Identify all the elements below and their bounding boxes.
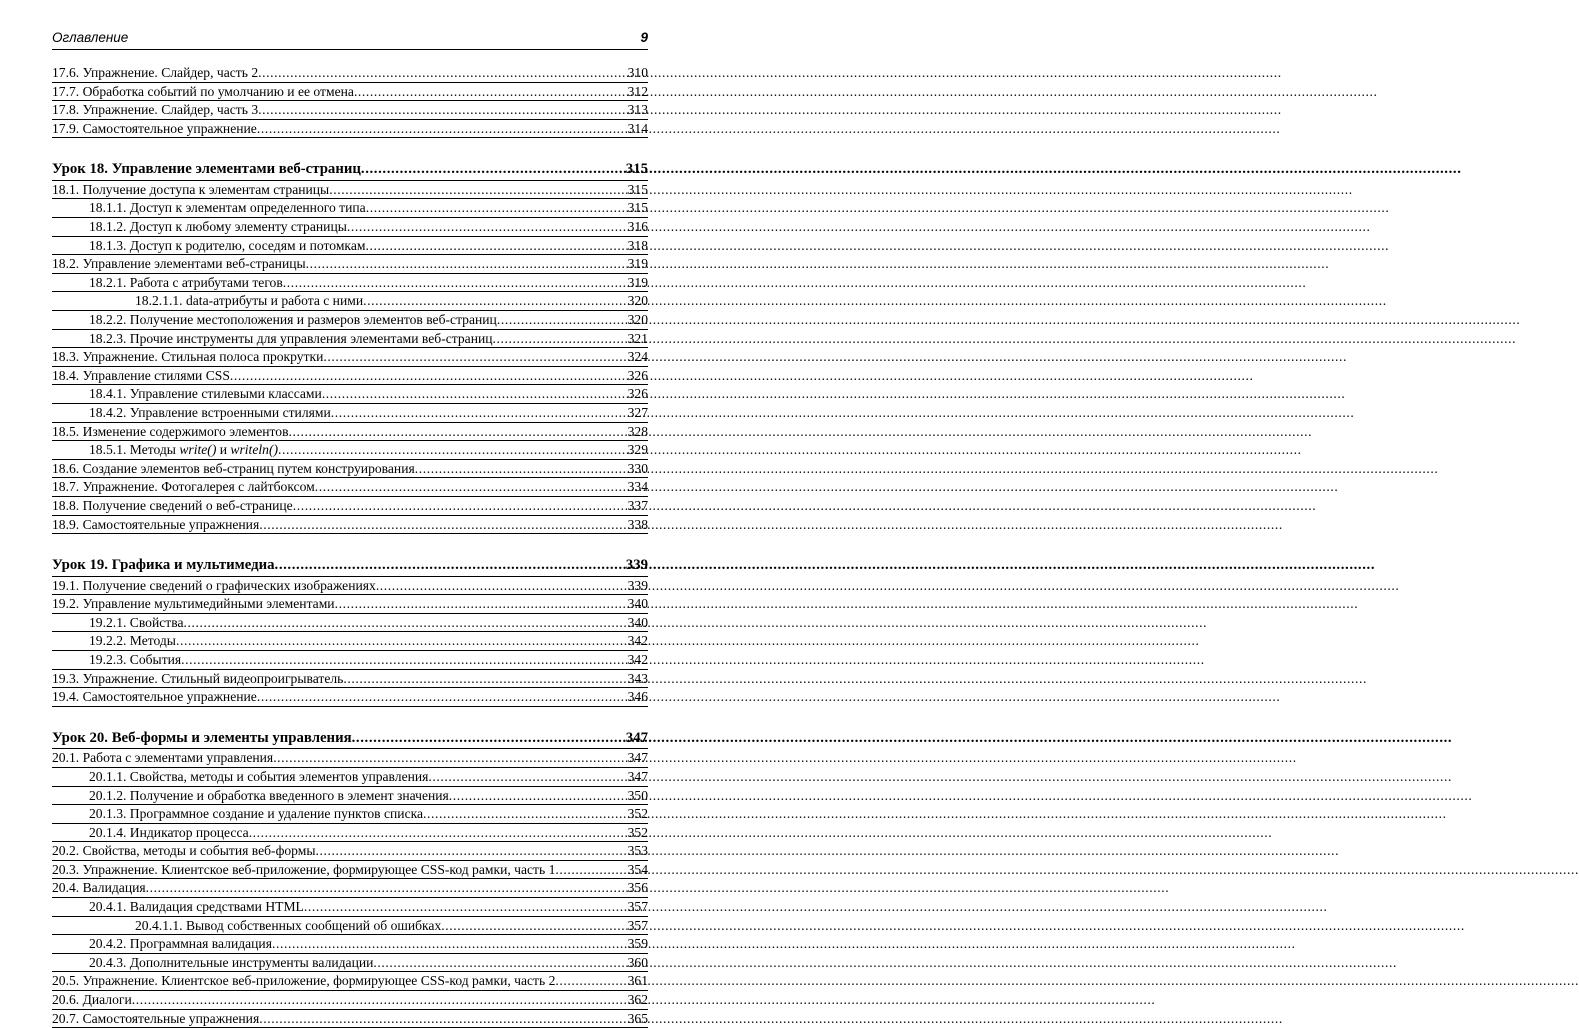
entry-page-number: 329 [627,442,648,458]
entry-title: 20.4.1. Валидация средствами HTML [89,899,304,915]
entry-title: 20.1.3. Программное создание и удаление пунктов списка [89,806,424,822]
toc-entry [52,181,648,200]
toc-entry [52,954,648,973]
toc-entry [52,101,648,120]
entry-title: 17.6. Упражнение. Слайдер, часть 2 [52,65,259,80]
entry-page-number: 327 [627,405,648,420]
entry-page-number: 360 [627,954,648,970]
entry-title: 18.8. Получение сведений о веб-странице [52,497,293,513]
toc-entry [52,330,648,349]
entry-page-number: 350 [627,787,648,803]
entry-title: 19.2.2. Методы [89,633,176,649]
entry-title: 18.4.1. Управление стилевыми классами [89,386,322,402]
entry-title: 19.4. Самостоятельное упражнение [52,689,257,705]
lesson-heading [52,159,648,181]
dot-leader [275,555,625,576]
entry-page-number: 337 [627,497,648,513]
entry-title: 20.4. Валидация [52,880,146,896]
entry-page-number: 320 [627,293,648,309]
entry-title: 18.9. Самостоятельные упражнения [52,516,260,532]
dot-leader [132,991,627,1009]
dot-leader [315,478,627,496]
toc-entry [52,577,648,596]
toc-entry [52,861,648,880]
entry-title: 18.1.1. Доступ к элементам определенного типа [89,200,366,216]
dot-leader [352,728,625,749]
toc-entry [52,218,648,237]
dot-leader [361,159,625,180]
entry-page-number: 339 [627,577,648,593]
toc-entry [52,749,648,768]
toc-entry [52,311,648,330]
dot-leader [316,842,627,860]
entry-title: 18.2.1. Работа с атрибутами тегов [89,274,283,290]
entry-title: 18.2.1.1. data-атрибуты и работа с ними [135,293,364,309]
toc-entry [52,274,648,293]
entry-page-number: 352 [627,824,648,840]
lesson-heading [52,728,648,750]
dot-leader [258,101,626,119]
dot-leader [329,181,626,199]
entry-page-number: 340 [627,614,648,630]
running-header [52,29,648,50]
entry-page-number: 320 [627,312,648,328]
entry-title-part: 18.5.1. Методы [89,442,180,458]
dot-leader [347,218,627,236]
entry-page-number: 346 [627,689,648,705]
entry-title: 17.8. Упражнение. Слайдер, часть 3 [52,102,259,118]
dot-leader [259,516,626,534]
entry-page-number: 342 [627,633,648,649]
entry-title: 18.4. Управление стилями CSS [52,367,230,383]
entry-title: 20.4.1.1. Вывод собственных сообщений об ошибках [135,917,442,933]
entry-page-number: 319 [627,274,648,290]
toc-entry [52,516,648,535]
entry-title: 20.1. Работа с элементами управления [52,750,274,766]
dot-leader [373,954,626,972]
entry-page-number: 359 [627,936,648,952]
toc-entry [52,824,648,843]
table-of-contents [52,64,648,1028]
lesson-heading [52,555,648,577]
entry-title: 20.6. Диалоги [52,992,132,1008]
toc-entry [52,842,648,861]
toc-entry [52,879,648,898]
lesson-title: Урок 20. Веб-формы и элементы управления [52,729,352,746]
entry-page-number: 319 [627,256,648,272]
entry-title-code: writeln() [230,442,278,458]
toc-entry [52,423,648,442]
dot-leader [257,120,627,138]
entry-title: 18.2.2. Получение местоположения и размеров элементов веб-страниц [89,312,497,328]
toc-entry [52,255,648,274]
dot-leader [273,749,626,767]
dot-leader [335,595,627,613]
toc-entry [52,199,648,218]
toc-entry [52,614,648,633]
entry-page-number: 347 [627,750,648,766]
dot-leader [366,199,627,217]
toc-entry [52,237,648,256]
toc-entry [52,460,648,479]
running-title: Оглавление [52,30,129,45]
entry-title: 18.1.2. Доступ к любому элементу страницы [89,219,347,235]
entry-page-number: 326 [627,367,648,383]
dot-leader [272,935,627,953]
entry-page-number: 361 [627,973,648,989]
dot-leader [257,688,627,706]
entry-page-number: 365 [627,1010,648,1026]
entry-title: 20.4.3. Дополнительные инструменты валидации [89,954,374,970]
dot-leader [343,670,626,688]
toc-entry [52,972,648,991]
dot-leader [428,768,626,786]
toc-entry [52,917,648,936]
entry-title: 18.4.2. Управление встроенными стилями [89,405,331,420]
dot-leader [184,614,627,632]
entry-title: 18.7. Упражнение. Фотогалерея с лайтбоксом [52,479,315,495]
entry-title: 18.6. Создание элементов веб-страниц путем конструирования [52,460,415,476]
entry-page-number: 328 [627,423,648,439]
dot-leader [441,917,626,935]
entry-title: 20.1.2. Получение и обработка введенного в элемент значения [89,787,449,803]
dot-leader [354,83,627,101]
dot-leader [423,805,627,823]
entry-title: 17.7. Обработка событий по умолчанию и ее отмена [52,83,354,99]
entry-title: 18.1. Получение доступа к элементам страницы [52,181,330,197]
dot-leader [278,441,627,459]
toc-entry [52,651,648,670]
dot-leader [304,898,627,916]
dot-leader [331,404,627,422]
dot-leader [497,311,627,329]
entry-page-number: 313 [627,102,648,118]
toc-entry [52,991,648,1010]
dot-leader [376,577,627,595]
page-number: 9 [640,30,648,45]
dot-leader [288,423,626,441]
toc-entry [52,292,648,311]
entry-page-number: 326 [627,386,648,402]
dot-leader [323,348,626,366]
entry-page-number: 316 [627,219,648,235]
toc-entry [52,805,648,824]
entry-page-number: 315 [627,181,648,197]
entry-page-number: 342 [627,652,648,668]
dot-leader [146,879,627,897]
dot-leader [259,1010,626,1028]
toc-entry [52,441,648,460]
dot-leader [283,274,627,292]
dot-leader [555,972,626,990]
toc-entry [52,83,648,102]
dot-leader [293,497,627,515]
dot-leader [363,292,627,310]
entry-title: 20.7. Самостоятельные упражнения [52,1010,260,1026]
dot-leader [415,460,627,478]
toc-entry [52,632,648,651]
entry-title-part: и [216,442,231,458]
toc-entry [52,935,648,954]
entry-page-number: 312 [627,83,648,99]
toc-entry [52,595,648,614]
section-gap [52,138,648,159]
lesson-title: Урок 19. Графика и мультимедиа [52,557,275,574]
entry-title [52,441,278,459]
entry-page-number: 321 [627,330,648,346]
entry-page-number: 347 [627,768,648,784]
entry-page-number: 330 [627,460,648,476]
entry-title: 19.3. Упражнение. Стильный видеопроигрыватель [52,670,344,686]
toc-entry [52,120,648,139]
entry-page-number: 310 [627,65,648,80]
entry-title: 17.9. Самостоятельное упражнение [52,120,257,136]
entry-page-number: 314 [627,120,648,136]
entry-page-number: 338 [627,516,648,532]
toc-entry [52,478,648,497]
toc-entry [52,670,648,689]
book-page [0,0,700,1026]
dot-leader [176,632,627,650]
entry-page-number: 354 [627,861,648,877]
entry-title: 20.2. Свойства, методы и события веб-формы [52,843,316,859]
entry-title: 18.5. Изменение содержимого элементов [52,423,289,439]
toc-entry [52,1010,648,1028]
toc-entry [52,404,648,423]
lesson-page-number: 339 [625,557,648,574]
entry-page-number: 318 [627,237,648,253]
toc-entry [52,367,648,386]
lesson-title: Урок 18. Управление элементами веб-страниц [52,161,361,178]
entry-title: 20.3. Упражнение. Клиентское веб-приложение, формирующее CSS-код рамки, часть 1 [52,861,556,877]
toc-entry [52,385,648,404]
dot-leader [249,824,627,842]
entry-page-number: 357 [627,917,648,933]
dot-leader [306,255,627,273]
dot-leader [449,787,627,805]
entry-page-number: 315 [627,200,648,216]
lesson-page-number: 315 [625,161,648,178]
entry-title: 19.2. Управление мультимедийными элементами [52,596,335,612]
entry-title: 18.1.3. Доступ к родителю, соседям и потомкам [89,237,366,253]
dot-leader [230,367,627,385]
toc-entry [52,497,648,516]
toc-entry [52,787,648,806]
entry-title: 20.4.2. Программная валидация [89,936,272,952]
dot-leader [493,330,627,348]
dot-leader [365,237,626,255]
entry-page-number: 356 [627,880,648,896]
toc-entry [52,768,648,787]
dot-leader [555,861,626,879]
toc-entry [52,898,648,917]
entry-page-number: 324 [627,349,648,365]
dot-leader [258,64,626,82]
entry-page-number: 343 [627,670,648,686]
entry-title: 19.1. Получение сведений о графических изображениях [52,577,376,593]
entry-title: 18.2.3. Прочие инструменты для управления элементами веб-страниц [89,330,493,346]
entry-page-number: 340 [627,596,648,612]
entry-page-number: 352 [627,806,648,822]
section-gap [52,707,648,728]
dot-leader [322,385,627,403]
dot-leader [181,651,626,669]
entry-title: 19.2.1. Свойства [89,614,184,630]
section-gap [52,534,648,555]
entry-title: 19.2.3. События [89,652,182,668]
toc-entry [52,348,648,367]
entry-title-code: write() [179,442,217,458]
entry-page-number: 357 [627,899,648,915]
toc-entry [52,64,648,83]
lesson-page-number: 347 [625,729,648,746]
entry-title: 18.2. Управление элементами веб-страницы [52,256,306,272]
entry-title: 20.5. Упражнение. Клиентское веб-приложение, формирующее CSS-код рамки, часть 2 [52,973,556,989]
toc-entry [52,688,648,707]
entry-page-number: 362 [627,992,648,1008]
entry-page-number: 353 [627,843,648,859]
entry-page-number: 334 [627,479,648,495]
entry-title: 20.1.1. Свойства, методы и события элементов управления [89,768,429,784]
entry-title: 20.1.4. Индикатор процесса [89,824,249,840]
entry-title: 18.3. Упражнение. Стильная полоса прокрутки [52,349,324,365]
